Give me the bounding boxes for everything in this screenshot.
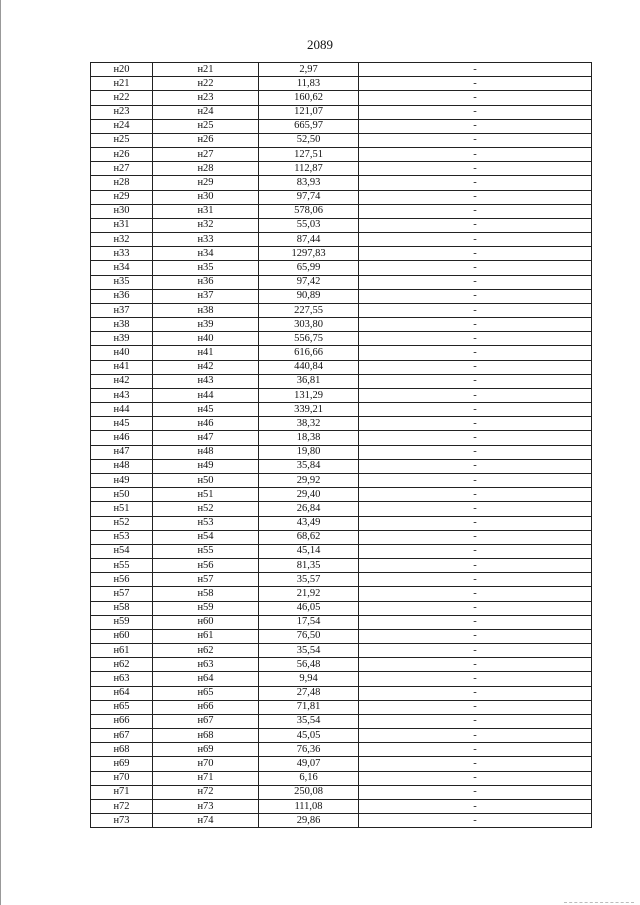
table-row (91, 629, 592, 643)
table-row (91, 757, 592, 771)
table-row (91, 332, 592, 346)
length-cell: 68,62 (259, 530, 359, 544)
page-left-edge (0, 0, 1, 905)
table-row (91, 247, 592, 261)
end-point-cell: н26 (153, 133, 259, 147)
end-point-cell: н65 (153, 686, 259, 700)
start-point-cell: н56 (91, 573, 153, 587)
start-point-cell: н53 (91, 530, 153, 544)
table-row (91, 814, 592, 828)
note-cell: - (359, 388, 592, 402)
note-cell: - (359, 615, 592, 629)
length-cell: 38,32 (259, 417, 359, 431)
table-row (91, 261, 592, 275)
start-point-cell: н48 (91, 459, 153, 473)
boundary-segments-table (90, 62, 592, 828)
length-cell: 55,03 (259, 218, 359, 232)
length-cell: 18,38 (259, 431, 359, 445)
note-cell: - (359, 63, 592, 77)
length-cell: 27,48 (259, 686, 359, 700)
start-point-cell: н27 (91, 162, 153, 176)
end-point-cell: н52 (153, 502, 259, 516)
start-point-cell: н55 (91, 559, 153, 573)
length-cell: 616,66 (259, 346, 359, 360)
note-cell: - (359, 417, 592, 431)
length-cell: 35,54 (259, 714, 359, 728)
table-row (91, 133, 592, 147)
end-point-cell: н59 (153, 601, 259, 615)
note-cell: - (359, 360, 592, 374)
length-cell: 45,14 (259, 544, 359, 558)
note-cell: - (359, 289, 592, 303)
start-point-cell: н57 (91, 587, 153, 601)
note-cell: - (359, 559, 592, 573)
table-row (91, 303, 592, 317)
note-cell: - (359, 133, 592, 147)
note-cell: - (359, 672, 592, 686)
note-cell: - (359, 785, 592, 799)
table-row (91, 714, 592, 728)
table-row (91, 360, 592, 374)
length-cell: 35,57 (259, 573, 359, 587)
start-point-cell: н40 (91, 346, 153, 360)
end-point-cell: н50 (153, 473, 259, 487)
table-row (91, 233, 592, 247)
length-cell: 87,44 (259, 233, 359, 247)
end-point-cell: н23 (153, 91, 259, 105)
start-point-cell: н72 (91, 799, 153, 813)
end-point-cell: н28 (153, 162, 259, 176)
note-cell: - (359, 148, 592, 162)
length-cell: 19,80 (259, 445, 359, 459)
length-cell: 49,07 (259, 757, 359, 771)
length-cell: 111,08 (259, 799, 359, 813)
end-point-cell: н25 (153, 119, 259, 133)
table-row (91, 218, 592, 232)
length-cell: 97,74 (259, 190, 359, 204)
start-point-cell: н61 (91, 644, 153, 658)
end-point-cell: н29 (153, 176, 259, 190)
table-row (91, 771, 592, 785)
length-cell: 17,54 (259, 615, 359, 629)
table-row (91, 204, 592, 218)
start-point-cell: н43 (91, 388, 153, 402)
note-cell: - (359, 190, 592, 204)
length-cell: 43,49 (259, 516, 359, 530)
note-cell: - (359, 473, 592, 487)
start-point-cell: н26 (91, 148, 153, 162)
end-point-cell: н56 (153, 559, 259, 573)
end-point-cell: н63 (153, 658, 259, 672)
start-point-cell: н63 (91, 672, 153, 686)
length-cell: 52,50 (259, 133, 359, 147)
start-point-cell: н33 (91, 247, 153, 261)
table-row (91, 148, 592, 162)
length-cell: 29,40 (259, 488, 359, 502)
table-row (91, 318, 592, 332)
table-row (91, 119, 592, 133)
table-row (91, 530, 592, 544)
table-row (91, 91, 592, 105)
note-cell: - (359, 729, 592, 743)
start-point-cell: н64 (91, 686, 153, 700)
start-point-cell: н36 (91, 289, 153, 303)
note-cell: - (359, 403, 592, 417)
table-row (91, 743, 592, 757)
end-point-cell: н42 (153, 360, 259, 374)
note-cell: - (359, 686, 592, 700)
note-cell: - (359, 346, 592, 360)
end-point-cell: н32 (153, 218, 259, 232)
start-point-cell: н44 (91, 403, 153, 417)
start-point-cell: н73 (91, 814, 153, 828)
note-cell: - (359, 275, 592, 289)
end-point-cell: н53 (153, 516, 259, 530)
note-cell: - (359, 119, 592, 133)
note-cell: - (359, 799, 592, 813)
end-point-cell: н70 (153, 757, 259, 771)
end-point-cell: н45 (153, 403, 259, 417)
note-cell: - (359, 261, 592, 275)
length-cell: 29,92 (259, 473, 359, 487)
end-point-cell: н39 (153, 318, 259, 332)
start-point-cell: н37 (91, 303, 153, 317)
start-point-cell: н62 (91, 658, 153, 672)
start-point-cell: н41 (91, 360, 153, 374)
length-cell: 160,62 (259, 91, 359, 105)
start-point-cell: н60 (91, 629, 153, 643)
start-point-cell: н54 (91, 544, 153, 558)
table-row (91, 700, 592, 714)
table-row (91, 417, 592, 431)
length-cell: 21,92 (259, 587, 359, 601)
table-row (91, 105, 592, 119)
table-row (91, 388, 592, 402)
end-point-cell: н51 (153, 488, 259, 502)
length-cell: 11,83 (259, 77, 359, 91)
length-cell: 56,48 (259, 658, 359, 672)
note-cell: - (359, 488, 592, 502)
start-point-cell: н38 (91, 318, 153, 332)
end-point-cell: н24 (153, 105, 259, 119)
end-point-cell: н64 (153, 672, 259, 686)
table-row (91, 473, 592, 487)
length-cell: 29,86 (259, 814, 359, 828)
table-row (91, 799, 592, 813)
start-point-cell: н35 (91, 275, 153, 289)
start-point-cell: н31 (91, 218, 153, 232)
end-point-cell: н49 (153, 459, 259, 473)
note-cell: - (359, 544, 592, 558)
table-row (91, 658, 592, 672)
note-cell: - (359, 233, 592, 247)
note-cell: - (359, 757, 592, 771)
note-cell: - (359, 445, 592, 459)
length-cell: 83,93 (259, 176, 359, 190)
end-point-cell: н31 (153, 204, 259, 218)
end-point-cell: н22 (153, 77, 259, 91)
note-cell: - (359, 644, 592, 658)
end-point-cell: н73 (153, 799, 259, 813)
start-point-cell: н30 (91, 204, 153, 218)
end-point-cell: н69 (153, 743, 259, 757)
table-row (91, 587, 592, 601)
length-cell: 90,89 (259, 289, 359, 303)
length-cell: 65,99 (259, 261, 359, 275)
start-point-cell: н69 (91, 757, 153, 771)
table-row (91, 162, 592, 176)
start-point-cell: н23 (91, 105, 153, 119)
end-point-cell: н35 (153, 261, 259, 275)
end-point-cell: н36 (153, 275, 259, 289)
length-cell: 2,97 (259, 63, 359, 77)
table-row (91, 445, 592, 459)
note-cell: - (359, 218, 592, 232)
end-point-cell: н55 (153, 544, 259, 558)
note-cell: - (359, 459, 592, 473)
length-cell: 665,97 (259, 119, 359, 133)
page-number: 2089 (307, 37, 333, 52)
length-cell: 131,29 (259, 388, 359, 402)
end-point-cell: н54 (153, 530, 259, 544)
length-cell: 578,06 (259, 204, 359, 218)
table-row (91, 77, 592, 91)
end-point-cell: н41 (153, 346, 259, 360)
table-row (91, 176, 592, 190)
note-cell: - (359, 601, 592, 615)
note-cell: - (359, 587, 592, 601)
length-cell: 45,05 (259, 729, 359, 743)
note-cell: - (359, 77, 592, 91)
note-cell: - (359, 247, 592, 261)
note-cell: - (359, 714, 592, 728)
table-row (91, 502, 592, 516)
start-point-cell: н29 (91, 190, 153, 204)
start-point-cell: н59 (91, 615, 153, 629)
length-cell: 6,16 (259, 771, 359, 785)
note-cell: - (359, 743, 592, 757)
end-point-cell: н38 (153, 303, 259, 317)
note-cell: - (359, 530, 592, 544)
note-cell: - (359, 573, 592, 587)
table-row (91, 729, 592, 743)
end-point-cell: н47 (153, 431, 259, 445)
start-point-cell: н25 (91, 133, 153, 147)
length-cell: 81,35 (259, 559, 359, 573)
length-cell: 440,84 (259, 360, 359, 374)
end-point-cell: н58 (153, 587, 259, 601)
end-point-cell: н61 (153, 629, 259, 643)
note-cell: - (359, 700, 592, 714)
end-point-cell: н71 (153, 771, 259, 785)
table-row (91, 644, 592, 658)
start-point-cell: н20 (91, 63, 153, 77)
length-cell: 1297,83 (259, 247, 359, 261)
start-point-cell: н42 (91, 374, 153, 388)
start-point-cell: н50 (91, 488, 153, 502)
table-row (91, 601, 592, 615)
length-cell: 250,08 (259, 785, 359, 799)
start-point-cell: н58 (91, 601, 153, 615)
start-point-cell: н46 (91, 431, 153, 445)
start-point-cell: н70 (91, 771, 153, 785)
end-point-cell: н68 (153, 729, 259, 743)
start-point-cell: н45 (91, 417, 153, 431)
note-cell: - (359, 162, 592, 176)
note-cell: - (359, 658, 592, 672)
start-point-cell: н34 (91, 261, 153, 275)
end-point-cell: н27 (153, 148, 259, 162)
note-cell: - (359, 204, 592, 218)
end-point-cell: н33 (153, 233, 259, 247)
start-point-cell: н22 (91, 91, 153, 105)
end-point-cell: н62 (153, 644, 259, 658)
start-point-cell: н39 (91, 332, 153, 346)
note-cell: - (359, 318, 592, 332)
table-row (91, 672, 592, 686)
note-cell: - (359, 516, 592, 530)
length-cell: 556,75 (259, 332, 359, 346)
end-point-cell: н57 (153, 573, 259, 587)
length-cell: 112,87 (259, 162, 359, 176)
start-point-cell: н68 (91, 743, 153, 757)
length-cell: 71,81 (259, 700, 359, 714)
note-cell: - (359, 332, 592, 346)
start-point-cell: н65 (91, 700, 153, 714)
length-cell: 35,84 (259, 459, 359, 473)
end-point-cell: н74 (153, 814, 259, 828)
note-cell: - (359, 91, 592, 105)
note-cell: - (359, 105, 592, 119)
table-row (91, 615, 592, 629)
length-cell: 97,42 (259, 275, 359, 289)
length-cell: 339,21 (259, 403, 359, 417)
table-row (91, 516, 592, 530)
end-point-cell: н66 (153, 700, 259, 714)
note-cell: - (359, 502, 592, 516)
length-cell: 36,81 (259, 374, 359, 388)
end-point-cell: н30 (153, 190, 259, 204)
end-point-cell: н37 (153, 289, 259, 303)
table-row (91, 63, 592, 77)
length-cell: 46,05 (259, 601, 359, 615)
note-cell: - (359, 629, 592, 643)
table-row (91, 459, 592, 473)
note-cell: - (359, 374, 592, 388)
note-cell: - (359, 814, 592, 828)
end-point-cell: н40 (153, 332, 259, 346)
table-body (91, 63, 592, 828)
start-point-cell: н28 (91, 176, 153, 190)
table-row (91, 686, 592, 700)
note-cell: - (359, 303, 592, 317)
length-cell: 76,36 (259, 743, 359, 757)
length-cell: 127,51 (259, 148, 359, 162)
start-point-cell: н24 (91, 119, 153, 133)
start-point-cell: н51 (91, 502, 153, 516)
start-point-cell: н52 (91, 516, 153, 530)
end-point-cell: н44 (153, 388, 259, 402)
start-point-cell: н32 (91, 233, 153, 247)
start-point-cell: н47 (91, 445, 153, 459)
start-point-cell: н67 (91, 729, 153, 743)
end-point-cell: н67 (153, 714, 259, 728)
note-cell: - (359, 176, 592, 190)
length-cell: 121,07 (259, 105, 359, 119)
start-point-cell: н71 (91, 785, 153, 799)
end-point-cell: н21 (153, 63, 259, 77)
note-cell: - (359, 431, 592, 445)
table-row (91, 559, 592, 573)
length-cell: 227,55 (259, 303, 359, 317)
end-point-cell: н72 (153, 785, 259, 799)
end-point-cell: н48 (153, 445, 259, 459)
table-row (91, 190, 592, 204)
end-point-cell: н46 (153, 417, 259, 431)
table-row (91, 346, 592, 360)
end-point-cell: н60 (153, 615, 259, 629)
table-row (91, 488, 592, 502)
note-cell: - (359, 771, 592, 785)
length-cell: 26,84 (259, 502, 359, 516)
length-cell: 76,50 (259, 629, 359, 643)
end-point-cell: н43 (153, 374, 259, 388)
table-row (91, 785, 592, 799)
start-point-cell: н49 (91, 473, 153, 487)
start-point-cell: н66 (91, 714, 153, 728)
table-row (91, 275, 592, 289)
table-row (91, 544, 592, 558)
table-row (91, 431, 592, 445)
table-row (91, 573, 592, 587)
length-cell: 35,54 (259, 644, 359, 658)
table-row (91, 289, 592, 303)
end-point-cell: н34 (153, 247, 259, 261)
length-cell: 9,94 (259, 672, 359, 686)
length-cell: 303,80 (259, 318, 359, 332)
table-row (91, 403, 592, 417)
table-row (91, 374, 592, 388)
start-point-cell: н21 (91, 77, 153, 91)
